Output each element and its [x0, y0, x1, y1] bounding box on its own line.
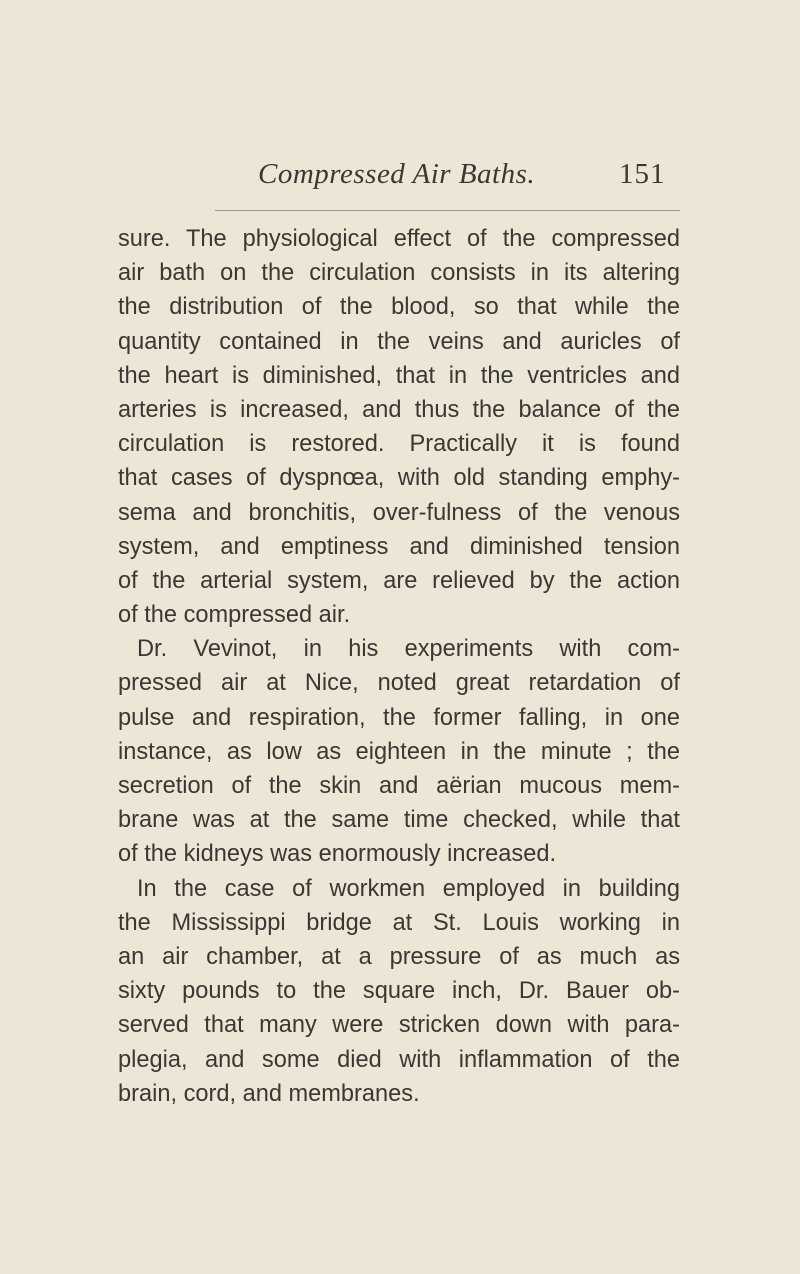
text-line: Dr. Vevinot, in his experiments with com- [137, 636, 680, 663]
text-line: circulation is restored. Practically it is found [118, 431, 680, 458]
text-line: of the kidneys was enormously increased. [118, 841, 557, 868]
text-line: that cases of dyspnœa, with old standing emphy- [118, 465, 680, 492]
text-line: brain, cord, and membranes. [118, 1080, 420, 1107]
text-line: arteries is increased, and thus the balance of the [118, 396, 680, 423]
text-line: quantity contained in the veins and auricles of [118, 328, 680, 355]
text-line: pressed air at Nice, noted great retardation of [118, 670, 680, 697]
running-head [0, 158, 800, 198]
text-line: plegia, and some died with inflammation of the [118, 1046, 680, 1073]
text-line: sixty pounds to the square inch, Dr. Bauer ob- [118, 978, 680, 1005]
text-line: pulse and respiration, the former falling, in one [118, 704, 680, 731]
text-line: the Mississippi bridge at St. Louis working in [118, 909, 680, 936]
header-rule [215, 210, 680, 211]
text-line: In the case of workmen employed in building [137, 875, 680, 902]
text-line: brane was at the same time checked, while that [118, 807, 680, 834]
running-title: Compressed Air Baths. [258, 158, 536, 190]
body-text [118, 222, 680, 1111]
text-line: sure. The physiological effect of the compressed [118, 226, 680, 252]
text-line: secretion of the skin and aërian mucous mem- [118, 773, 680, 799]
text-line: sema and bronchitis, over-fulness of the venous [118, 499, 680, 526]
text-line: air bath on the circulation consists in its altering [118, 260, 680, 287]
text-line: the heart is diminished, that in the ventricles and [118, 362, 680, 389]
text-line: of the arterial system, are relieved by the action [118, 567, 680, 594]
page-number: 151 [619, 158, 666, 190]
text-line: system, and emptiness and diminished tension [118, 533, 680, 560]
text-line: the distribution of the blood, so that while the [118, 294, 680, 321]
text-line: served that many were stricken down with para- [118, 1012, 680, 1039]
text-line: instance, as low as eighteen in the minute ; the [118, 738, 680, 765]
text-line: of the compressed air. [118, 602, 351, 629]
text-line: an air chamber, at a pressure of as much as [118, 943, 680, 970]
